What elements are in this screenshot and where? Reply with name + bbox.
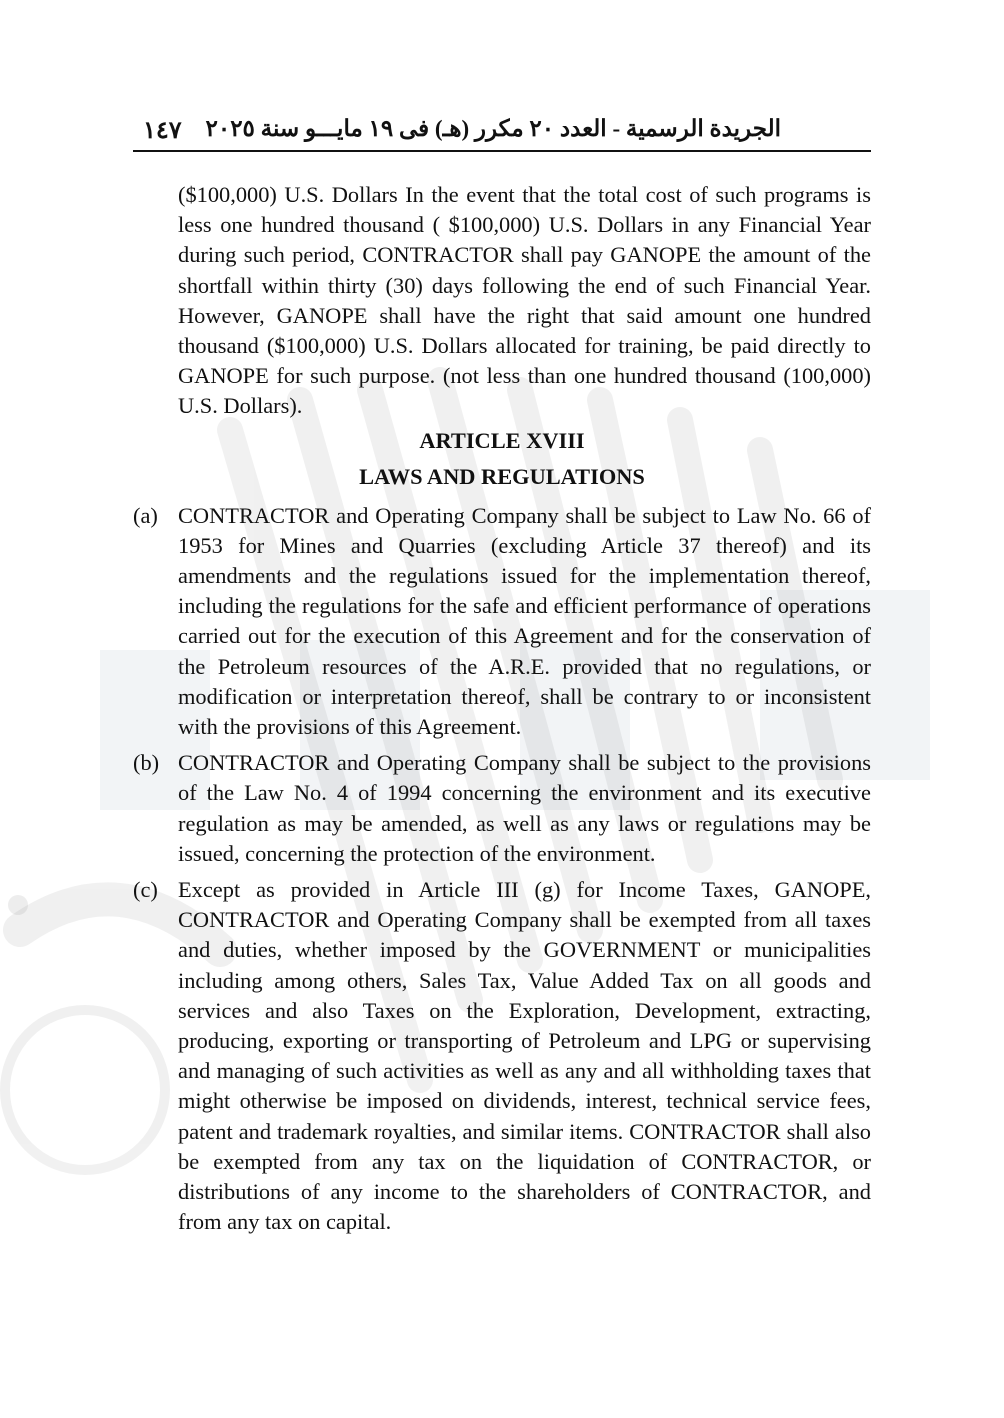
clause-marker: (a) bbox=[133, 502, 158, 528]
clause-text: CONTRACTOR and Operating Company shall be subject to the provisions of the Law No. 4 of 1994 concerning the environment and its executive regulation as may be amended, as well as any laws or regulations may be issued, concerning the protection of the environment. bbox=[178, 750, 871, 866]
intro-paragraph: ($100,000) U.S. Dollars In the event that the total cost of such programs is less one hundred thousand ( $100,000) U.S. Dollars in any Financial Year during such period, CONTRACTOR shall pay GANOPE the amount of the shortfall within thirty (30) days following the end of such Financial Year. However, GANOPE shall have the right that said amount one hundred thousand ($100,000) U.S. Dollars allocated for training, be paid directly to GANOPE for such purpose. (not less than one hundred thousand (100,000) U.S. Dollars). bbox=[178, 182, 871, 419]
clause-a bbox=[133, 501, 871, 743]
clause-b bbox=[133, 748, 871, 869]
page-number: ١٤٧ bbox=[143, 118, 182, 144]
document-body bbox=[133, 180, 871, 1238]
clause-text: Except as provided in Article III (g) for Income Taxes, GANOPE, CONTRACTOR and Operating Company shall be exempted from all taxes and duties, whether imposed by the GOVERNMENT or municipalities including among others, Sales Tax, Value Added Tax on all goods and services and also Taxes on the Exploration, Development, extracting, producing, exporting or transporting of Petroleum and LPG or supervising and managing of such activities as well as any and all withholding taxes that might otherwise be imposed on dividends, interest, technical service fees, patent and trademark royalties, and similar items. CONTRACTOR shall also be exempted from any tax on the liquidation of CONTRACTOR, or distributions of any income to the shareholders of CONTRACTOR, and from any tax on capital. bbox=[178, 877, 871, 1235]
clause-marker: (b) bbox=[133, 750, 160, 776]
page-header bbox=[133, 110, 871, 152]
gazette-header-title: الجريدة الرسمية - العدد ٢٠ مكرر (هـ) فى ١٩ مايـــو سنة ٢٠٢٥ bbox=[205, 116, 781, 141]
clause-marker: (c) bbox=[133, 877, 158, 903]
clause-c bbox=[133, 875, 871, 1237]
clause-text: CONTRACTOR and Operating Company shall be subject to Law No. 66 of 1953 for Mines and Quarries (excluding Article 37 thereof) and its amendments and the regulations issued for the implementation thereof, including the regulations for the safe and efficient performance of operations carried out for the execution of this Agreement and for the conservation of the Petroleum resources of the A.R.E. provided that no regulations, or modification or interpretation thereof, shall be contrary to or inconsistent with the provisions of this Agreement. bbox=[178, 502, 871, 740]
article-title: LAWS AND REGULATIONS bbox=[359, 463, 645, 489]
article-number: ARTICLE XVIII bbox=[419, 427, 585, 453]
